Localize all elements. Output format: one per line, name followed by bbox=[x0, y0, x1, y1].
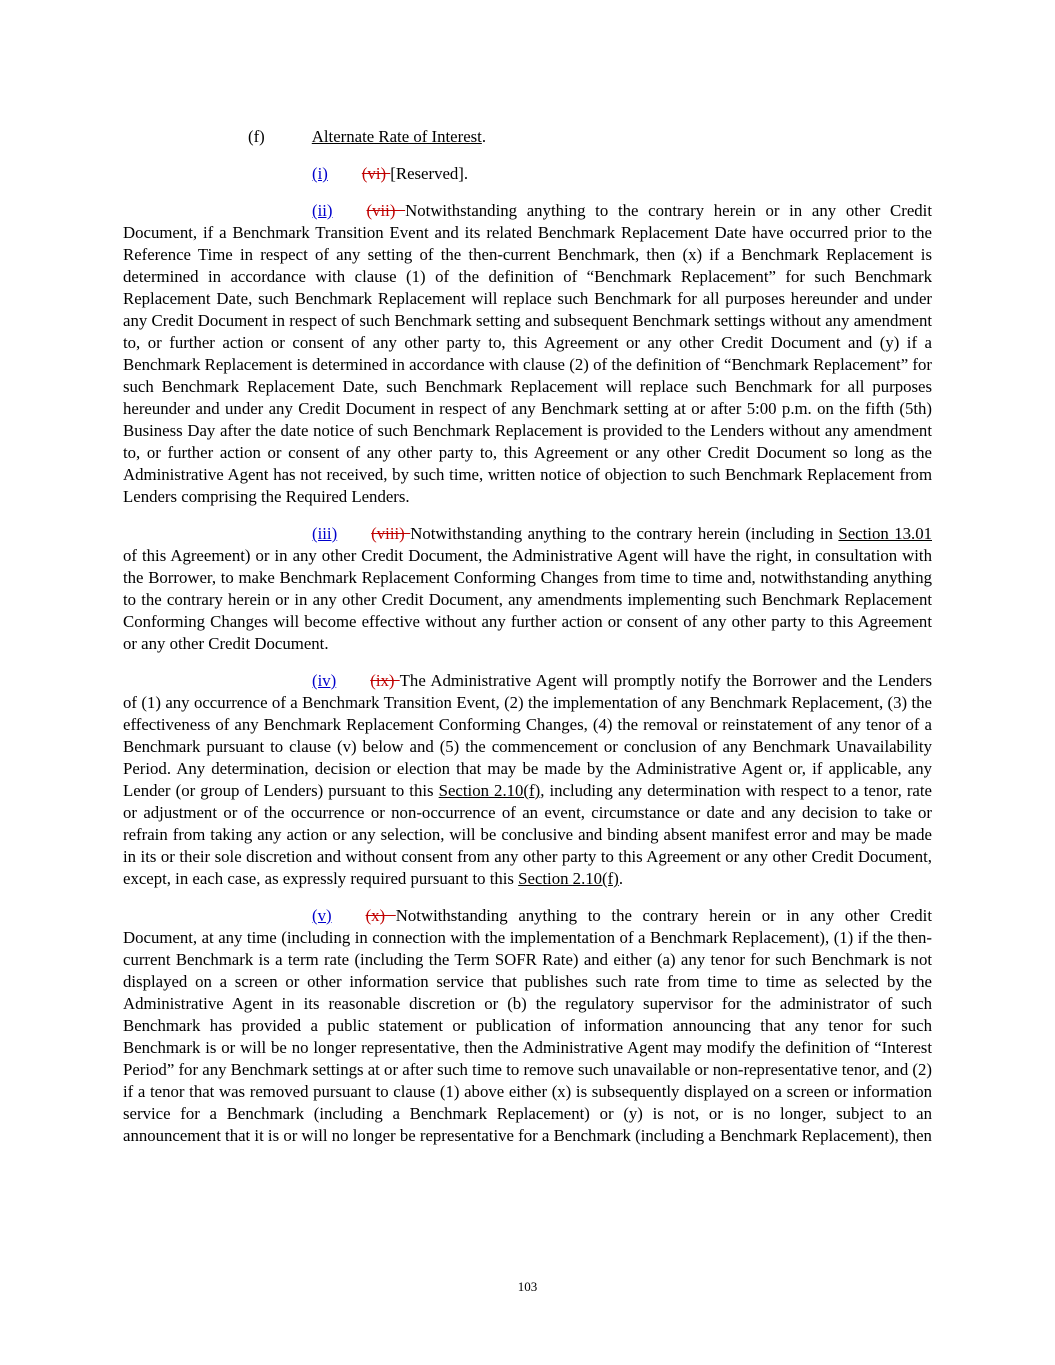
page-number: 103 bbox=[517, 1279, 538, 1294]
inserted-text: (iii) bbox=[312, 524, 338, 543]
paragraph bbox=[123, 163, 932, 185]
paragraph bbox=[123, 523, 932, 655]
paragraph bbox=[123, 670, 932, 890]
inserted-text: (v) bbox=[312, 906, 332, 925]
body-text: . bbox=[618, 869, 624, 888]
section-heading bbox=[123, 126, 932, 148]
underlined-reference: Section 2.10(f) bbox=[518, 869, 619, 888]
paragraph bbox=[123, 200, 932, 508]
section-title-period: . bbox=[481, 127, 487, 146]
deleted-text: (vii) bbox=[366, 201, 406, 220]
document-content bbox=[123, 126, 932, 1162]
section-title: Alternate Rate of Interest bbox=[311, 127, 482, 146]
underlined-reference: Section 2.10(f) bbox=[438, 781, 541, 800]
body-text: Notwithstanding anything to the contrary herein (including in bbox=[410, 524, 839, 543]
inserted-text: (ii) bbox=[312, 201, 333, 220]
body-text: of this Agreement) or in any other Credit Document, the Administrative Agent will have the right, in consultation with the Borrower, to make Benchmark Replacement Conforming Changes from time to time and, notwithstanding anything to the contrary herein or in any other Credit Document, any amendments implementing such Benchmark Replacement Conforming Changes will become effective without any further action or consent of any other party to this Agreement or any other Credit Document. bbox=[123, 546, 932, 653]
document-body bbox=[123, 163, 932, 1147]
body-text: The Administrative Agent will promptly notify the Borrower and the Lenders of (1) any occurrence of a Benchmark Transition Event, (2) the implementation of any Benchmark Replacement, (3) the effectiveness of any Benchmark Replacement Conforming Changes, (4) the removal or reinstatement of any tenor of a Benchmark pursuant to clause (v) below and (5) the commencement or conclusion of any Benchmark Unavailability Period. Any determination, decision or election that may be made by the Administrative Agent or, if applicable, any Lender (or group of Lenders) pursuant to this bbox=[123, 671, 932, 800]
deleted-text: (ix) bbox=[370, 671, 400, 690]
body-text: , including any determination with respect to a tenor, rate or adjustment or of the occurrence or non-occurrence of an event, circumstance or date and any decision to take or refrain from taking any action or any selection, will be conclusive and binding absent manifest error and may be made in its or their sole discretion and without consent from any other party to this Agreement or any other Credit Document, except, in each case, as expressly required pursuant to this bbox=[123, 781, 932, 888]
paragraph bbox=[123, 905, 932, 1147]
deleted-text: (viii) bbox=[371, 524, 411, 543]
inserted-text: (iv) bbox=[312, 671, 337, 690]
section-label: (f) bbox=[248, 127, 265, 146]
body-text: Notwithstanding anything to the contrary herein or in any other Credit Document, at any time (including in connection with the implementation of a Benchmark Replacement), (1) if the then-current Benchmark is a term rate (including the Term SOFR Rate) and either (a) any tenor for such Benchmark is not displayed on a screen or other information service that publishes such rate from time to time as selected by the Administrative Agent in its reasonable discretion or (b) the regulatory supervisor for the administrator of such Benchmark has provided a public statement or publication of information announcing that any tenor for such Benchmark is or will be no longer representative, then the Administrative Agent may modify the definition of “Interest Period” for any Benchmark settings at or after such time to remove such unavailable or non-representative tenor, and (2) if a tenor that was removed pursuant to clause (1) above either (x) is subsequently displayed on a screen or information service for a Benchmark (including a Benchmark Replacement) or (y) is not, or is no longer, subject to an announcement that it is or will no longer be representative for a Benchmark (including a Benchmark Replacement), then bbox=[123, 906, 932, 1145]
body-text: Notwithstanding anything to the contrary herein or in any other Credit Document, if a Benchmark Transition Event and its related Benchmark Replacement Date have occurred prior to the Reference Time in respect of any setting of the then-current Benchmark, then (x) if a Benchmark Replacement is determined in accordance with clause (1) of the definition of “Benchmark Replacement” for such Benchmark Replacement Date, such Benchmark Replacement will replace such Benchmark for all purposes hereunder and under any Credit Document in respect of such Benchmark setting and subsequent Benchmark settings without any amendment to, or further action or consent of any other party to, this Agreement or any other Credit Document and (y) if a Benchmark Replacement is determined in accordance with clause (2) of the definition of “Benchmark Replacement” for such Benchmark Replacement Date, such Benchmark Replacement will replace such Benchmark for all purposes hereunder and under any Credit Document in respect of any Benchmark setting at or after 5:00 p.m. on the fifth (5th) Business Day after the date notice of such Benchmark Replacement is provided to the Lenders without any amendment to, or further action or consent of any other party to, this Agreement or any other Credit Document so long as the Administrative Agent has not received, by such time, written notice of objection to such Benchmark Replacement from Lenders comprising the Required Lenders. bbox=[123, 201, 932, 506]
deleted-text: (vi) bbox=[361, 164, 391, 183]
deleted-text: (x) bbox=[365, 906, 396, 925]
underlined-reference: Section 13.01 bbox=[838, 524, 932, 543]
body-text: [Reserved]. bbox=[390, 164, 469, 183]
inserted-text: (i) bbox=[312, 164, 328, 183]
